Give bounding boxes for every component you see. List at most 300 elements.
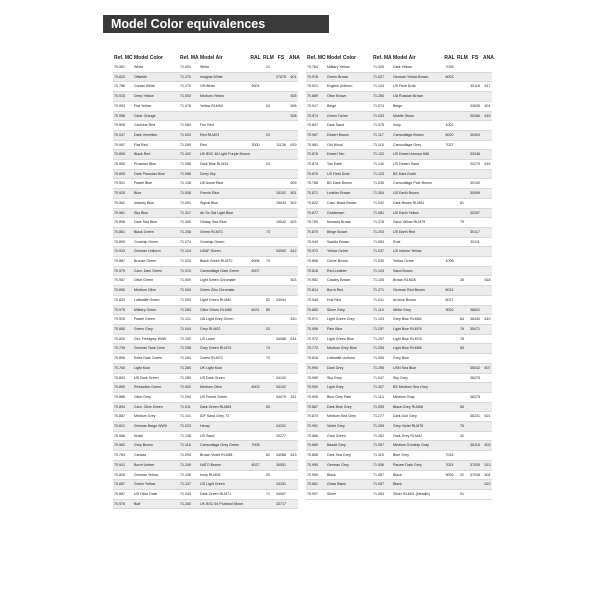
cell-ref-ma: 71.002	[179, 92, 199, 102]
cell-model-air: Gunship Green	[199, 237, 248, 247]
table-row	[113, 344, 298, 354]
cell-rlm	[456, 295, 467, 305]
cell-ral	[442, 169, 456, 179]
table-row	[113, 295, 298, 305]
cell-ral: 6003	[248, 383, 262, 393]
cell-rlm	[456, 169, 467, 179]
cell-model-air: Grey Blue	[392, 354, 442, 364]
cell-rlm	[262, 189, 273, 199]
cell-rlm	[456, 383, 467, 393]
cell-ref-ma: 71.115	[372, 451, 392, 461]
cell-ref-mc: 70.941	[113, 460, 133, 470]
cell-ref-mc: 70.868	[306, 451, 326, 461]
table-row	[306, 441, 492, 451]
cell-ref-ma: 71.025	[372, 63, 392, 72]
cell-model-color: German Uniform	[133, 247, 179, 257]
cell-ref-mc: 70.899	[113, 169, 133, 179]
cell-ref-mc: 70.974	[306, 111, 326, 121]
cell-ref-ma: 71.257	[372, 334, 392, 344]
cell-ral	[248, 295, 262, 305]
cell-model-air: Light Green Chromate	[199, 276, 248, 286]
cell-ref-ma: 71.078	[179, 101, 199, 111]
cell-model-air: Grey Green RLM74	[199, 344, 248, 354]
cell-ref-ma: 71.307	[372, 383, 392, 393]
cell-ral: 6007	[248, 266, 262, 276]
cell-ref-mc: 70.981	[306, 140, 326, 150]
table-row	[113, 257, 298, 267]
cell-ref-mc: 70.871	[306, 189, 326, 199]
cell-model-color: Red Leather	[326, 266, 372, 276]
cell-ral	[248, 286, 262, 296]
cell-ral	[248, 276, 262, 286]
cell-rlm: 24	[262, 160, 273, 170]
cell-fs	[467, 257, 482, 267]
col-model-air: Model Air	[393, 54, 416, 61]
cell-model-air: IJA Russian Brown	[392, 92, 442, 102]
cell-fs: 36375	[467, 392, 482, 402]
cell-ral: 7008	[248, 441, 262, 451]
cell-ref-mc: 70.990	[306, 383, 326, 393]
cell-ref-ma: 71.084	[179, 121, 199, 131]
cell-rlm	[262, 169, 273, 179]
cell-ref-ma: 71.005	[372, 354, 392, 364]
cell-fs	[273, 111, 288, 121]
table-row	[306, 218, 492, 228]
cell-rlm	[262, 208, 273, 218]
cell-model-air: IDF Sand Grey 73	[199, 412, 248, 422]
cell-model-color: White	[133, 63, 179, 72]
cell-ral	[248, 354, 262, 364]
cell-ral: 6031	[248, 305, 262, 315]
cell-ral	[442, 150, 456, 160]
cell-ana	[482, 286, 492, 296]
cell-ana	[288, 441, 298, 451]
cell-rlm	[262, 276, 273, 286]
cell-model-air: Camouflage Pale Brown	[392, 179, 442, 189]
cell-model-color: Pale Blue	[326, 324, 372, 334]
cell-ref-ma: 71.262	[372, 431, 392, 441]
cell-ref-ma: 71.033	[372, 111, 392, 121]
cell-ref-ma: 71.047	[372, 373, 392, 383]
table-row	[306, 354, 492, 364]
cell-fs: 37875	[273, 72, 288, 82]
cell-rlm	[262, 150, 273, 160]
cell-ref-ma: 71.023	[179, 422, 199, 432]
table-row	[306, 160, 492, 170]
table-row	[113, 305, 298, 315]
cell-model-color: Flat Red	[133, 140, 179, 150]
cell-ral	[248, 72, 262, 82]
cell-model-air: Black	[392, 480, 442, 490]
cell-model-air: French Blue	[199, 189, 248, 199]
cell-model-color: Sky Grey	[326, 373, 372, 383]
cell-ral	[248, 363, 262, 373]
cell-fs	[273, 169, 288, 179]
cell-rlm	[262, 237, 273, 247]
cell-model-air: Black	[392, 470, 442, 480]
table-row	[306, 286, 492, 296]
cell-fs	[273, 402, 288, 412]
cell-rlm	[262, 392, 273, 402]
cell-ral	[248, 111, 262, 121]
table-row	[306, 179, 492, 189]
cell-ana	[482, 130, 492, 140]
cell-ana	[482, 354, 492, 364]
cell-model-color: Prussian Blue	[133, 160, 179, 170]
cell-model-color: German Grey	[326, 460, 372, 470]
table-row	[306, 315, 492, 325]
cell-model-color: Desert Brown	[326, 130, 372, 140]
cell-ral	[442, 334, 456, 344]
cell-ref-mc: 70.971	[306, 315, 326, 325]
cell-model-color: Carmine Red	[133, 121, 179, 131]
cell-ral	[442, 373, 456, 383]
table-header-row	[306, 43, 492, 63]
cell-fs	[273, 237, 288, 247]
cell-ral	[248, 324, 262, 334]
cell-ref-ma: 71.309	[179, 218, 199, 228]
cell-rlm	[262, 383, 273, 393]
cell-rlm	[456, 460, 467, 470]
cell-fs	[273, 412, 288, 422]
cell-rlm	[456, 130, 467, 140]
cell-model-air: US Loam	[199, 334, 248, 344]
cell-model-color: Infantry Blue	[133, 198, 179, 208]
cell-ana: 619	[288, 140, 298, 150]
cell-fs	[273, 227, 288, 237]
cell-fs	[273, 82, 288, 92]
cell-ref-mc: 70.760	[113, 363, 133, 373]
cell-model-air: Ivory	[392, 121, 442, 131]
cell-rlm	[456, 305, 467, 315]
cell-ref-mc: 70.951	[113, 63, 133, 72]
cell-ral	[248, 130, 262, 140]
cell-ref-ma: 71.402	[179, 150, 199, 160]
cell-model-air: German Red Brown	[392, 286, 442, 296]
cell-ref-mc: 70.875	[306, 227, 326, 237]
cell-rlm	[262, 218, 273, 228]
cell-ref-mc: 70.995	[306, 460, 326, 470]
cell-rlm	[262, 247, 273, 257]
cell-rlm	[262, 72, 273, 82]
cell-rlm	[456, 160, 467, 170]
table-row	[306, 480, 492, 490]
cell-model-color: Dark Sea Blue	[133, 218, 179, 228]
table-row	[306, 92, 492, 102]
cell-ref-ma: 71.289	[179, 373, 199, 383]
cell-ref-ma: 71.259	[372, 422, 392, 432]
cell-ana	[288, 363, 298, 373]
table-row	[306, 169, 492, 179]
cell-ref-ma: 71.003	[179, 295, 199, 305]
cell-model-color: Tan Earth	[326, 160, 372, 170]
cell-model-air: Green RLM73	[199, 227, 248, 237]
cell-ref-mc: 70.816	[306, 354, 326, 364]
cell-ref-ma: 71.019	[179, 266, 199, 276]
cell-model-color: Light Grey	[326, 383, 372, 393]
col-ral: RAL	[444, 54, 455, 61]
cell-rlm	[456, 92, 467, 102]
cell-rlm: 83	[262, 402, 273, 412]
cell-model-color: US Dark Green	[133, 373, 179, 383]
table-row	[113, 218, 298, 228]
cell-rlm	[262, 412, 273, 422]
cell-fs	[467, 334, 482, 344]
cell-ref-ma: 71.124	[179, 247, 199, 257]
cell-fs	[467, 276, 482, 286]
cell-fs	[467, 344, 482, 354]
table-row	[113, 489, 298, 499]
table-row	[306, 63, 492, 72]
cell-fs	[467, 354, 482, 364]
cell-ral	[248, 189, 262, 199]
cell-ref-mc: 70.957	[113, 140, 133, 150]
cell-rlm	[262, 92, 273, 102]
cell-ana	[482, 63, 492, 72]
cell-model-air: UK Azure Blue	[199, 179, 248, 189]
cell-ral	[248, 92, 262, 102]
cell-rlm	[456, 121, 467, 131]
cell-model-air: Middle Stone	[392, 111, 442, 121]
cell-model-air: US Light Green	[199, 480, 248, 490]
cell-model-color: Silver	[326, 489, 372, 499]
cell-rlm	[456, 208, 467, 218]
cell-ref-mc: 70.967	[113, 276, 133, 286]
cell-ral	[442, 431, 456, 441]
cell-ref-mc: 70.818	[306, 266, 326, 276]
cell-model-air: Grey RLM02	[199, 324, 248, 334]
cell-ana: 616	[482, 160, 492, 170]
cell-fs: 30051	[273, 460, 288, 470]
cell-model-color: Green Ochre	[326, 111, 372, 121]
cell-rlm	[262, 179, 273, 189]
cell-ana	[288, 286, 298, 296]
cell-model-air: Brown RLM26	[392, 276, 442, 286]
cell-ana	[288, 150, 298, 160]
cell-ral: 8027	[248, 460, 262, 470]
cell-ana: 623	[288, 218, 298, 228]
cell-fs	[467, 451, 482, 461]
cell-ref-mc: 70.766	[306, 179, 326, 189]
cell-model-color: Medium Grey	[133, 412, 179, 422]
cell-ral	[442, 489, 456, 499]
cell-ref-mc: 70.905	[306, 392, 326, 402]
cell-ref-mc: 70.906	[306, 324, 326, 334]
cell-ref-mc: 70.917	[306, 101, 326, 111]
table-row	[306, 324, 492, 334]
cell-ref-ma: 71.258	[179, 344, 199, 354]
cell-ref-ma: 71.255	[372, 344, 392, 354]
cell-model-color: Olive Brown	[326, 92, 372, 102]
cell-ref-ma: 71.025	[179, 257, 199, 267]
cell-ral	[442, 422, 456, 432]
cell-ral	[442, 111, 456, 121]
cell-ref-ma: 71.091	[179, 198, 199, 208]
table-row	[306, 150, 492, 160]
cell-model-air: Deep Sky	[199, 169, 248, 179]
cell-ref-ma: 71.293	[372, 227, 392, 237]
cell-ref-mc: 70.982	[306, 276, 326, 286]
cell-ref-ma: 71.257	[372, 324, 392, 334]
cell-fs: 30140	[467, 179, 482, 189]
cell-rlm	[456, 179, 467, 189]
cell-ref-ma: 71.044	[179, 324, 199, 334]
cell-ref-ma: 71.140	[372, 160, 392, 170]
cell-model-color: Bronze Green	[133, 257, 179, 267]
cell-ref-mc: 70.991	[306, 422, 326, 432]
cell-ral	[248, 402, 262, 412]
table-row	[113, 140, 298, 150]
cell-rlm	[456, 480, 467, 490]
cell-model-air: US Field Drab	[392, 82, 442, 92]
cell-rlm	[456, 63, 467, 72]
cell-model-color: Clear Orange	[133, 111, 179, 121]
cell-ref-mc: 70.923	[113, 247, 133, 257]
cell-ref-mc: 70.883	[306, 305, 326, 315]
cell-model-color: Luftwaffe Uniform	[326, 354, 372, 364]
cell-ref-ma: 71.260	[179, 499, 199, 509]
cell-model-air: Yellow RLM04	[199, 101, 248, 111]
cell-model-air: US Desert Sand	[392, 160, 442, 170]
cell-ana	[482, 334, 492, 344]
cell-ref-mc: 70.764	[306, 63, 326, 72]
table-row	[306, 247, 492, 257]
cell-model-color: Buff	[133, 499, 179, 509]
cell-ref-ma: 71.103	[372, 315, 392, 325]
table-row	[306, 412, 492, 422]
cell-ref-mc: 70.889	[306, 92, 326, 102]
cell-ana	[288, 121, 298, 131]
cell-model-color: Light Green Blue	[326, 334, 372, 344]
cell-rlm: 75	[456, 422, 467, 432]
cell-model-color: Medium Olive	[133, 286, 179, 296]
table-row	[306, 140, 492, 150]
cell-ref-ma: 71.043	[179, 489, 199, 499]
col-ref-mc: Ref. MC	[307, 54, 326, 61]
cell-ral	[248, 392, 262, 402]
cell-ana	[288, 82, 298, 92]
cell-model-color: Saddle Brown	[326, 237, 372, 247]
cell-ral	[248, 315, 262, 325]
cell-fs	[273, 160, 288, 170]
cell-ana	[482, 169, 492, 179]
cell-fs	[273, 441, 288, 451]
cell-fs: 33717	[273, 499, 288, 509]
table-row	[306, 431, 492, 441]
cell-model-air: Light Blue RLM76	[392, 324, 442, 334]
cell-ana	[482, 295, 492, 305]
cell-ana	[482, 72, 492, 82]
cell-model-color: Ger. Fieldgrey WWII	[133, 334, 179, 344]
table-row	[306, 422, 492, 432]
cell-rlm	[262, 121, 273, 131]
cell-fs	[273, 354, 288, 364]
cell-model-color: Olive Green	[133, 276, 179, 286]
cell-ana	[288, 412, 298, 422]
cell-fs	[273, 92, 288, 102]
cell-ral: 9001	[248, 82, 262, 92]
cell-rlm	[456, 392, 467, 402]
cell-ral	[248, 218, 262, 228]
cell-ref-ma: 71.003	[179, 130, 199, 140]
cell-ral	[442, 383, 456, 393]
cell-fs: 37030	[467, 460, 482, 470]
cell-fs: 30099	[467, 189, 482, 199]
cell-ral: 8012	[442, 286, 456, 296]
cell-ral	[442, 92, 456, 102]
cell-model-color: Canvas	[133, 451, 179, 461]
equivalence-table-left	[113, 43, 298, 509]
cell-rlm: 82	[262, 295, 273, 305]
cell-ana: 613	[288, 451, 298, 461]
table-row	[113, 72, 298, 82]
cell-ral	[248, 373, 262, 383]
cell-ref-mc: 70.867	[306, 402, 326, 412]
cell-rlm	[456, 227, 467, 237]
cell-ral	[248, 489, 262, 499]
cell-ana	[482, 266, 492, 276]
cell-ref-mc: 70.962	[113, 198, 133, 208]
cell-fs	[467, 431, 482, 441]
cell-ral	[442, 198, 456, 208]
cell-ref-mc: 70.830	[113, 334, 133, 344]
cell-ref-mc: 70.814	[306, 286, 326, 296]
cell-ana	[288, 402, 298, 412]
cell-ana	[288, 431, 298, 441]
cell-ref-mc: 70.978	[306, 72, 326, 82]
cell-model-air: Yellow Ochre	[392, 257, 442, 267]
cell-ana: 622	[482, 480, 492, 490]
cell-ref-ma: 71.011	[179, 402, 199, 412]
cell-model-color: Green Grey	[133, 324, 179, 334]
cell-ana	[482, 324, 492, 334]
cell-fs	[467, 480, 482, 490]
cell-fs: 36440	[467, 315, 482, 325]
cell-ral	[248, 422, 262, 432]
cell-model-air: Dark Blue RLM24	[199, 160, 248, 170]
cell-model-air: Dark Brown RLM61	[392, 198, 442, 208]
table-row	[306, 237, 492, 247]
cell-model-air: US Forest Green	[199, 392, 248, 402]
cell-ana: 505	[288, 92, 298, 102]
cell-model-color: Khaki	[133, 431, 179, 441]
cell-ref-mc: 70.908	[113, 121, 133, 131]
cell-ral	[442, 412, 456, 422]
cell-ana	[288, 130, 298, 140]
cell-ref-mc: 70.940	[306, 237, 326, 247]
col-model-color: Model Color	[327, 54, 356, 61]
cell-rlm	[262, 111, 273, 121]
cell-ana	[482, 140, 492, 150]
cell-rlm	[456, 237, 467, 247]
cell-ref-mc: 70.894	[113, 402, 133, 412]
cell-ref-ma: 71.304	[372, 189, 392, 199]
col-model-color: Model Color	[134, 54, 163, 61]
cell-model-color: Medium Sea Grey	[326, 412, 372, 422]
cell-fs	[273, 470, 288, 480]
cell-ref-mc: 70.979	[113, 266, 133, 276]
cell-model-air: Ivory RLM05	[199, 470, 248, 480]
cell-model-color: Green Yellow	[133, 480, 179, 490]
cell-ref-mc: 70.895	[113, 237, 133, 247]
cell-rlm: 74	[262, 344, 273, 354]
cell-model-air: Medium Gray	[392, 392, 442, 402]
cell-rlm	[456, 140, 467, 150]
cell-ana	[288, 480, 298, 490]
col-ref-mc: Ref. MC	[114, 54, 133, 61]
cell-model-air: UK BSC 48 Light Purple Brown	[199, 150, 248, 160]
cell-model-color: Desert Tan	[326, 150, 372, 160]
